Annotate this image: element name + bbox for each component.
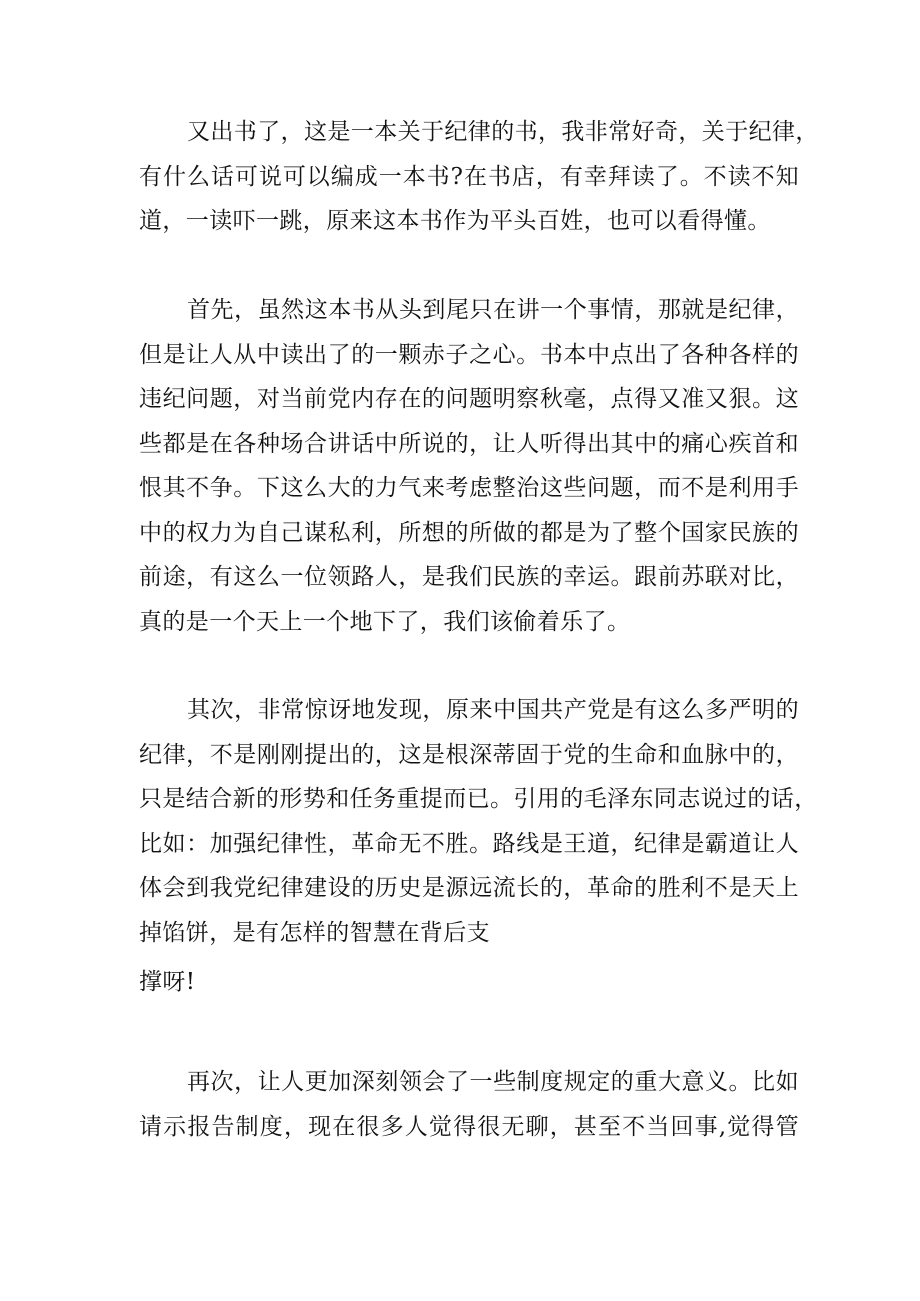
paragraph-1 bbox=[139, 110, 819, 244]
paragraph-2 bbox=[139, 288, 799, 644]
text-line: 纪律，不是刚刚提出的，这是根深蒂固于党的生命和血脉中的， bbox=[139, 741, 799, 768]
text-line: 只是结合新的形势和任务重提而已。引用的毛泽东同志说过的话， bbox=[139, 786, 818, 812]
text-line: 前途，有这么一位领路人，是我们民族的幸运。跟前苏联对比， bbox=[139, 564, 799, 590]
text-line: 又出书了，这是一本关于纪律的书，我非常好奇，关于纪律， bbox=[187, 119, 819, 145]
text-line: 中的权力为自己谋私利，所想的所做的都是为了整个国家民族的 bbox=[139, 519, 799, 546]
text-line: 有什么话可说可以编成一本书?在书店，有幸拜读了。不读不知 bbox=[139, 163, 799, 190]
text-line: 体会到我党纪律建设的历史是源远流长的，革命的胜利不是天上 bbox=[139, 875, 799, 901]
text-line: 掉馅饼，是有怎样的智慧在背后支 bbox=[139, 919, 490, 946]
paragraph-3 bbox=[139, 688, 818, 955]
paragraph-4 bbox=[139, 960, 799, 1005]
text-line: 但是让人从中读出了的一颗赤子之心。书本中点出了各种各样的 bbox=[139, 341, 799, 368]
text-line: 真的是一个天上一个地下了，我们该偷着乐了。 bbox=[139, 608, 631, 635]
text-line: 首先，虽然这本书从头到尾只在讲一个事情，那就是纪律， bbox=[187, 297, 799, 323]
text-line: 其次，非常惊讶地发现，原来中国共产党是有这么多严明的 bbox=[187, 697, 799, 723]
text-line: 道，一读吓一跳，原来这本书作为平头百姓，也可以看得懂。 bbox=[139, 208, 771, 234]
text-line: 违纪问题，对当前党内存在的问题明察秋毫，点得又准又狠。这 bbox=[139, 386, 799, 412]
paragraph-5 bbox=[139, 1060, 799, 1149]
text-line: 恨其不争。下这么大的力气来考虑整治这些问题，而不是利用手 bbox=[139, 475, 799, 501]
text-line: 比如：加强纪律性，革命无不胜。路线是王道，纪律是霸道让人 bbox=[139, 830, 799, 857]
text-line: 撑呀! bbox=[139, 969, 196, 995]
text-line: 再次，让人更加深刻领会了一些制度规定的重大意义。比如 bbox=[187, 1069, 799, 1095]
text-line: 些都是在各种场合讲话中所说的，让人听得出其中的痛心疾首和 bbox=[139, 430, 799, 457]
text-line: 请示报告制度，现在很多人觉得很无聊，甚至不当回事,觉得管 bbox=[139, 1113, 799, 1140]
